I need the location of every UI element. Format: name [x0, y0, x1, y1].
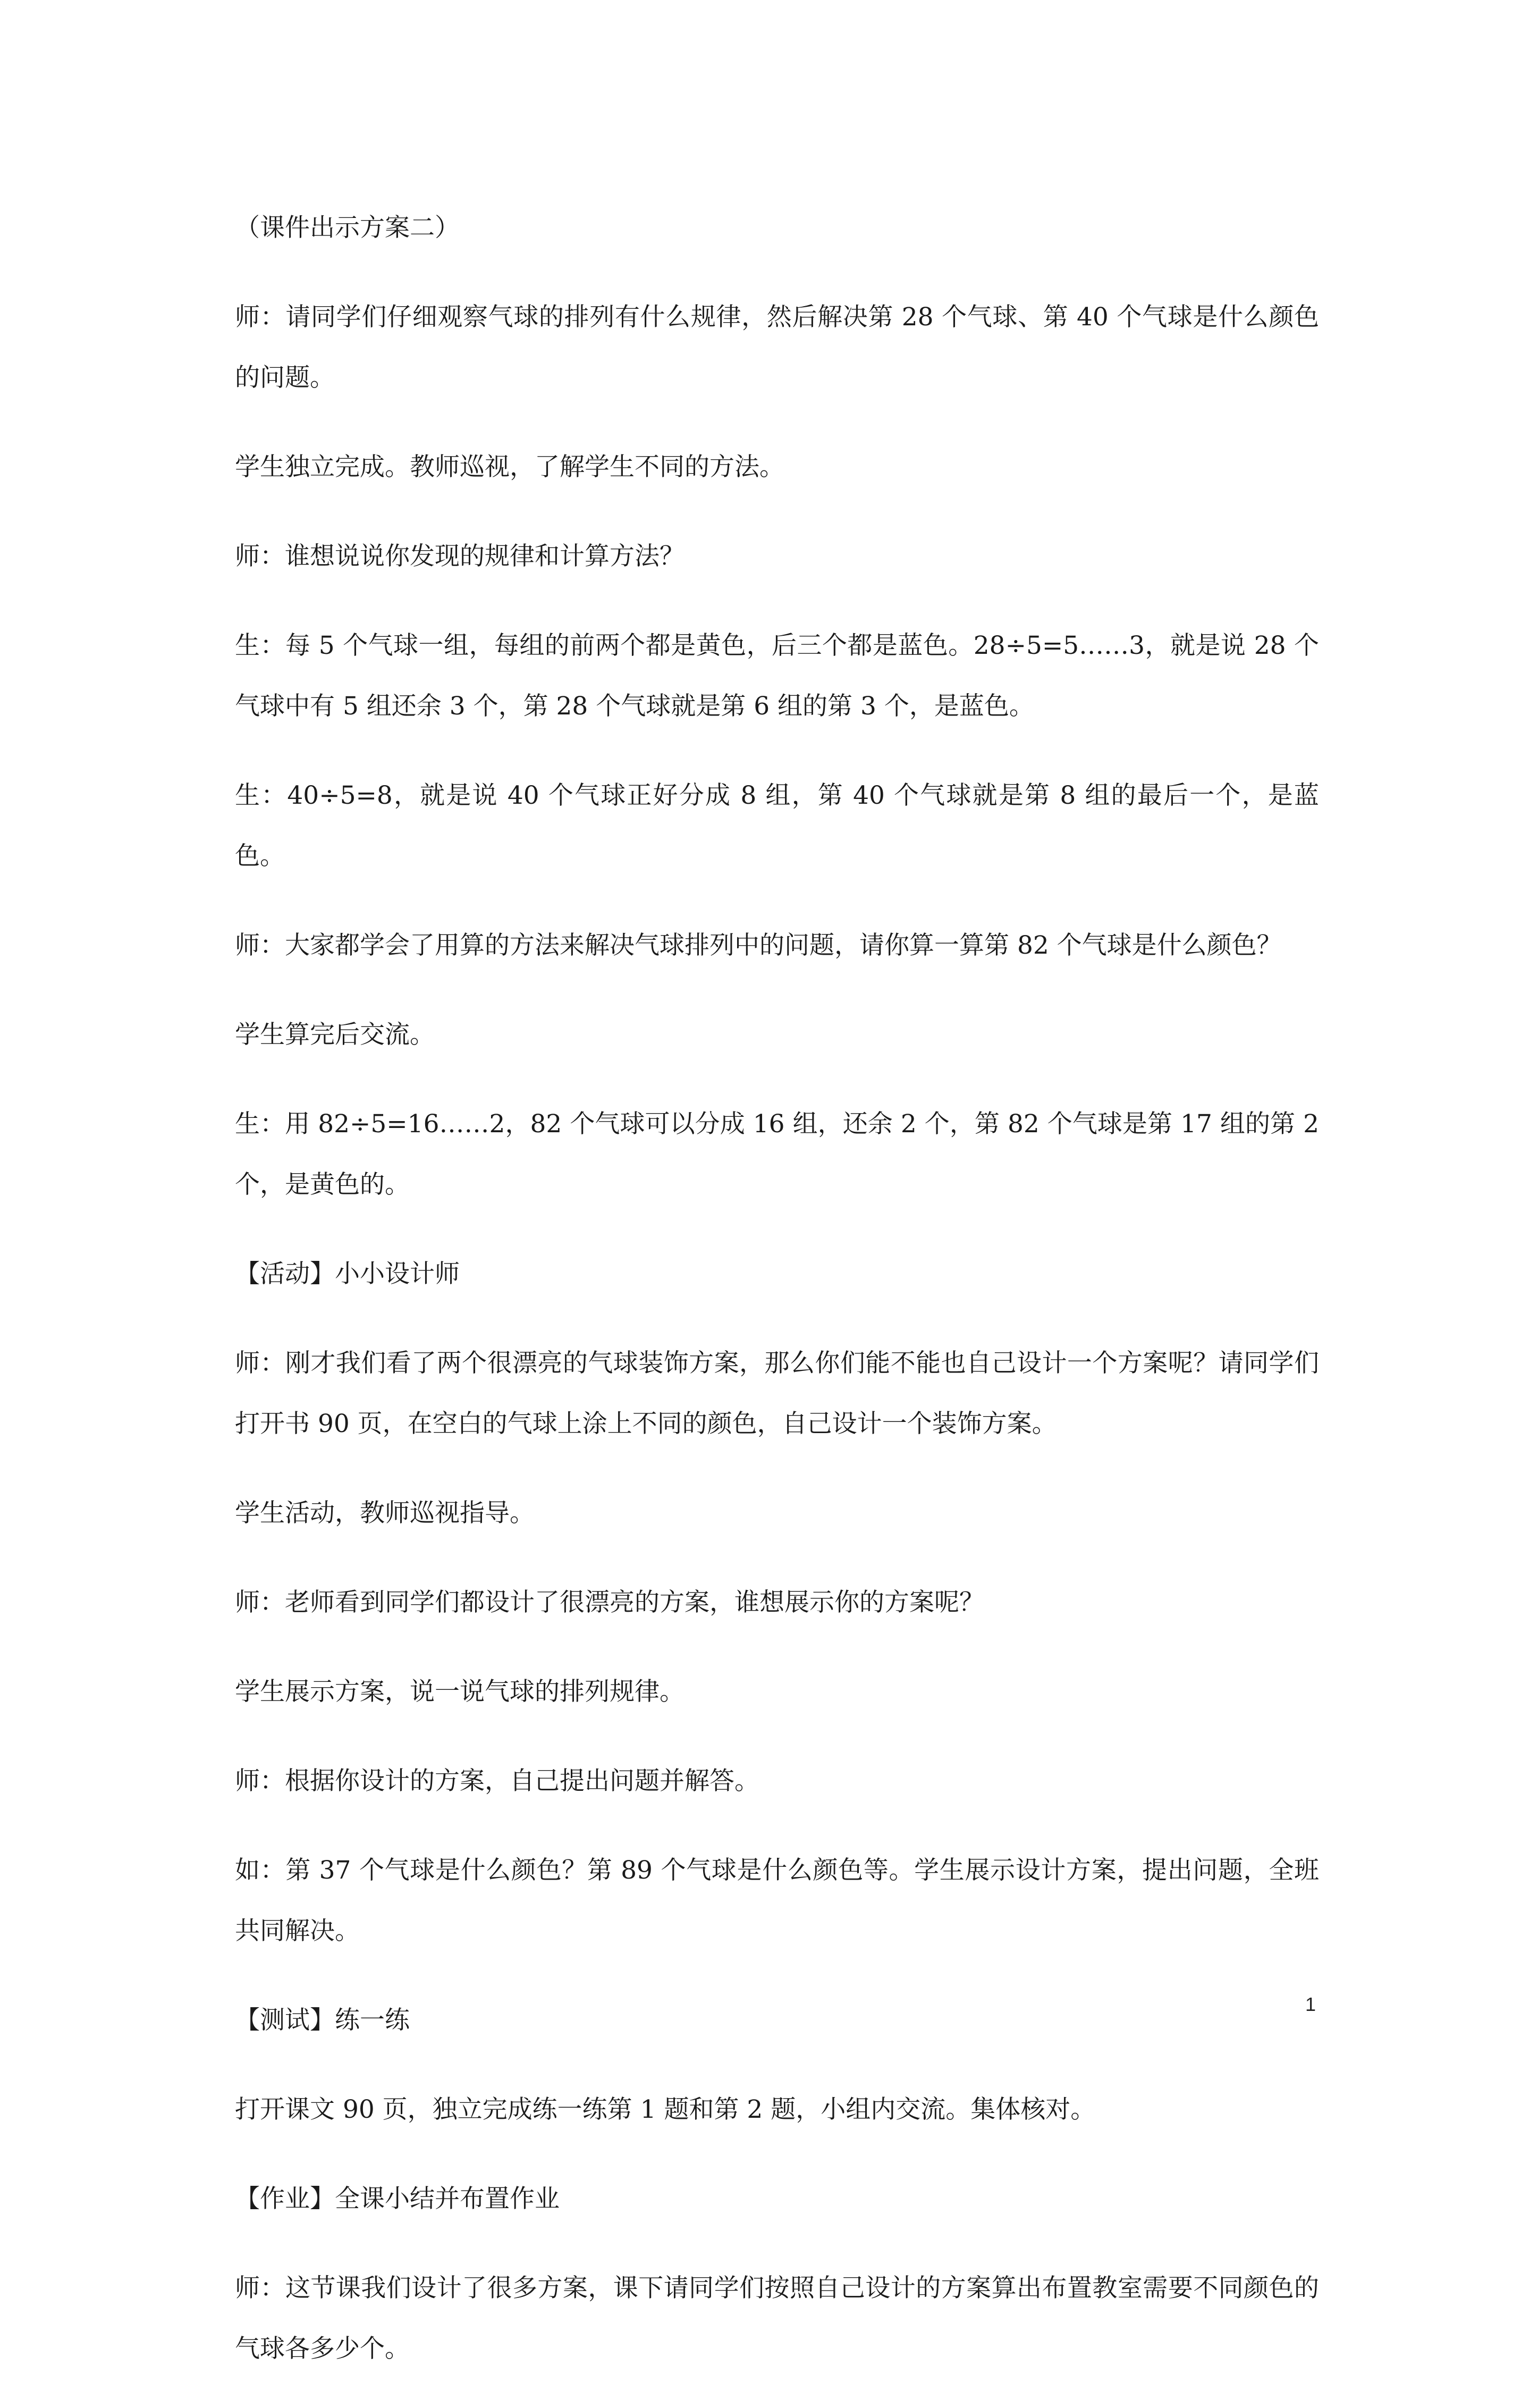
- paragraph-teacher-observe-pattern: 师：请同学们仔细观察气球的排列有什么规律，然后解决第 28 个气球、第 40 个气球是什么颜色的问题。: [235, 302, 1319, 392]
- paragraph-teacher-82nd-balloon: 师：大家都学会了用算的方法来解决气球排列中的问题，请你算一算第 82 个气球是什么颜色？: [235, 931, 1282, 960]
- paragraph-student-40th-balloon: 生：40÷5=8，就是说 40 个气球正好分成 8 组，第 40 个气球就是第 8 组的最后一个，是蓝色。: [235, 781, 1319, 871]
- document-body: [235, 198, 1319, 2408]
- paragraph-student-82nd-answer: 生：用 82÷5=16……2，82 个气球可以分成 16 组，还余 2 个，第 82 个气球是第 17 组的第 2 个，是黄色的。: [235, 1109, 1319, 1199]
- paragraph-example-questions: 如：第 37 个气球是什么颜色？第 89 个气球是什么颜色等。学生展示设计方案，提出问题，全班共同解决。: [235, 1856, 1319, 1946]
- heading-test-practice: 【测试】练一练: [235, 2006, 410, 2035]
- paragraph-courseware-plan-two: （课件出示方案二）: [235, 213, 460, 242]
- paragraph-teacher-design-plan: 师：刚才我们看了两个很漂亮的气球装饰方案，那么你们能不能也自己设计一个方案呢？请同学们打开书 90 页，在空白的气球上涂上不同的颜色，自己设计一个装饰方案。: [235, 1349, 1319, 1438]
- paragraph-student-28th-balloon: 生：每 5 个气球一组，每组的前两个都是黄色，后三个都是蓝色。28÷5=5……3，就是说 28 个气球中有 5 组还余 3 个，第 28 个气球就是第 6 组的第 3 个，是蓝色。: [235, 631, 1319, 721]
- paragraph-students-show-plan: 学生展示方案，说一说气球的排列规律。: [235, 1677, 685, 1706]
- paragraph-teacher-who-wants-to-say: 师：谁想说说你发现的规律和计算方法？: [235, 542, 685, 571]
- paragraph-students-exchange: 学生算完后交流。: [235, 1020, 435, 1049]
- paragraph-teacher-show-plan: 师：老师看到同学们都设计了很漂亮的方案，谁想展示你的方案呢？: [235, 1588, 984, 1617]
- heading-activity-designer: 【活动】小小设计师: [235, 1259, 460, 1289]
- heading-homework: 【作业】全课小结并布置作业: [235, 2184, 560, 2213]
- paragraph-teacher-homework: 师：这节课我们设计了很多方案，课下请同学们按照自己设计的方案算出布置教室需要不同颜色的气球各多少个。: [235, 2274, 1319, 2363]
- paragraph-students-activity: 学生活动，教师巡视指导。: [235, 1498, 535, 1528]
- page-number: 1: [1305, 1993, 1316, 2015]
- paragraph-open-textbook: 打开课文 90 页，独立完成练一练第 1 题和第 2 题，小组内交流。集体核对。: [235, 2095, 1096, 2124]
- paragraph-students-independent: 学生独立完成。教师巡视，了解学生不同的方法。: [235, 452, 784, 482]
- paragraph-teacher-ask-question: 师：根据你设计的方案，自己提出问题并解答。: [235, 1766, 759, 1796]
